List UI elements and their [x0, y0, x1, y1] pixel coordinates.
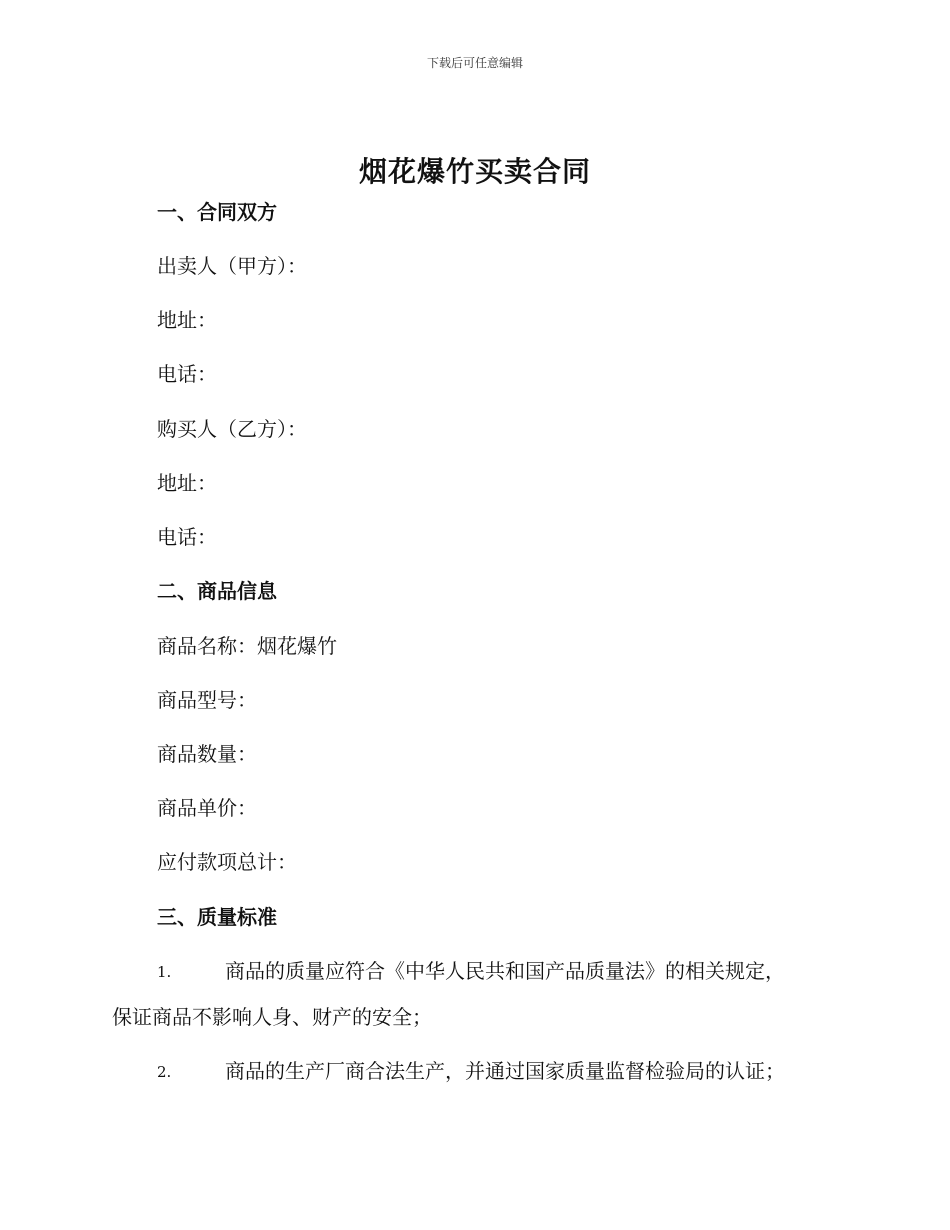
section-heading-product: 二、商品信息: [157, 579, 277, 603]
product-name-field: 商品名称：烟花爆竹: [157, 634, 337, 658]
buyer-field: 购买人（乙方）：: [157, 417, 307, 441]
clause-number: 1.: [157, 963, 172, 981]
seller-field: 出卖人（甲方）：: [157, 254, 307, 278]
seller-phone-field: 电话：: [157, 362, 217, 386]
total-payment-field: 应付款项总计：: [157, 850, 297, 874]
clause-text: 商品的生产厂商合法生产，并通过国家质量监督检验局的认证；: [225, 1059, 785, 1083]
document-title: 烟花爆竹买卖合同: [358, 155, 591, 188]
section-heading-quality: 三、质量标准: [157, 905, 277, 929]
section-heading-parties: 一、合同双方: [157, 200, 277, 224]
product-unit-price-field: 商品单价：: [157, 796, 257, 820]
product-model-field: 商品型号：: [157, 688, 257, 712]
product-quantity-field: 商品数量：: [157, 742, 257, 766]
buyer-address-field: 地址：: [157, 471, 217, 495]
clause-text: 商品的质量应符合《中华人民共和国产品质量法》的相关规定，: [225, 959, 785, 983]
seller-address-field: 地址：: [157, 308, 217, 332]
clause-number: 2.: [157, 1063, 172, 1081]
page-header: 下载后可任意编辑: [426, 56, 523, 70]
buyer-phone-field: 电话：: [157, 525, 217, 549]
clause-text-continued: 保证商品不影响人身、财产的安全；: [112, 1005, 432, 1029]
